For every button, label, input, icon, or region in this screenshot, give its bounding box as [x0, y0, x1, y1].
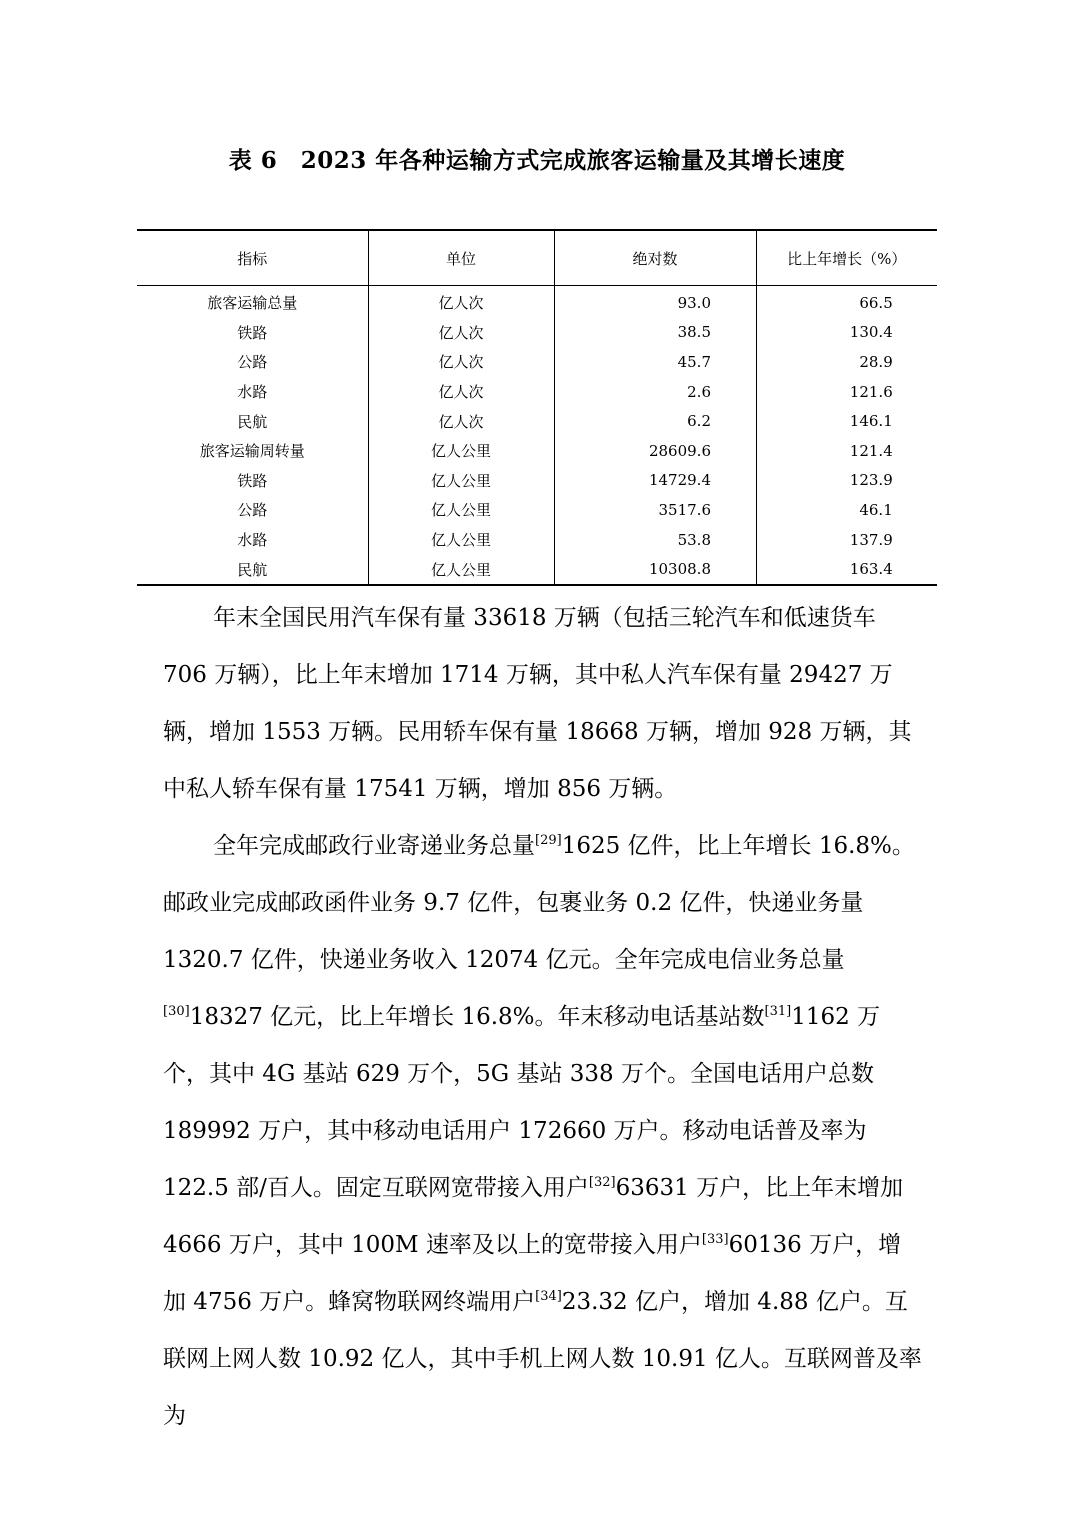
header-unit: 单位 — [368, 230, 554, 286]
cell-growth: 121.4 — [756, 436, 937, 466]
cell-indicator: 水路 — [237, 531, 268, 550]
cell-indicator: 公路 — [237, 501, 268, 520]
cell-growth: 121.6 — [756, 377, 937, 407]
cell-growth: 130.4 — [756, 318, 937, 348]
footnote-ref[interactable]: [33] — [701, 1232, 729, 1247]
cell-indicator: 公路 — [237, 353, 268, 372]
paragraph-postal-telecom: 全年完成邮政行业寄递业务总量[29]1625 亿件，比上年增长 16.8%。邮政业完成邮政函件业务 9.7 亿件，包裹业务 0.2 亿件，快递业务量 1320.7 亿件，快递业务收入 12074 亿元。全年完成电信业务总量[30]18327 亿元，比上年增长 16.8%。年末移动电话基站数[31]1162 万个，其中 4G 基站 629 万个，5G 基站 338 万个。全国电话用户总数 189992 万户，其中移动电话用户 172660 万户。移动电话普及率为 122.5 部/百人。固定互联网宽带接入用户[32]63631 万户，比上年末增加 4666 万户，其中 100M 速率及以上的宽带接入用户[33]60136 万户，增加 4756 万户。蜂窝物联网终端用户[34]23.32 亿户，增加 4.88 亿户。互联网上网人数 10.92 亿人，其中手机上网人数 10.91 亿人。互联网普及率为 — [163, 833, 922, 1429]
cell-unit: 亿人次 — [368, 347, 554, 377]
cell-growth: 163.4 — [756, 554, 937, 585]
cell-unit: 亿人次 — [368, 406, 554, 436]
cell-value: 28609.6 — [554, 436, 756, 466]
cell-value: 53.8 — [554, 525, 756, 555]
cell-unit: 亿人公里 — [368, 495, 554, 525]
table-row — [137, 436, 937, 466]
cell-unit: 亿人公里 — [368, 436, 554, 466]
table-title: 表 6 2023 年各种运输方式完成旅客运输量及其增长速度 — [228, 147, 846, 174]
cell-growth: 137.9 — [756, 525, 937, 555]
cell-growth: 28.9 — [756, 347, 937, 377]
cell-value: 3517.6 — [554, 495, 756, 525]
cell-unit: 亿人次 — [368, 377, 554, 407]
cell-indicator: 民航 — [237, 560, 268, 579]
cell-indicator: 旅客运输总量 — [207, 294, 298, 313]
footnote-ref[interactable]: [29] — [535, 833, 562, 848]
table-row — [137, 495, 937, 525]
footnote-ref[interactable]: [32] — [588, 1175, 616, 1190]
cell-value: 10308.8 — [554, 554, 756, 585]
cell-value: 93.0 — [554, 286, 756, 318]
cell-value: 38.5 — [554, 318, 756, 348]
cell-growth: 123.9 — [756, 466, 937, 496]
cell-unit: 亿人公里 — [368, 525, 554, 555]
table-row — [137, 525, 937, 555]
cell-unit: 亿人次 — [368, 286, 554, 318]
cell-value: 6.2 — [554, 406, 756, 436]
table-row — [137, 466, 937, 496]
passenger-transport-table — [137, 229, 937, 586]
cell-indicator: 铁路 — [237, 323, 268, 342]
header-growth: 比上年增长（%） — [756, 230, 937, 286]
cell-growth: 66.5 — [756, 286, 937, 318]
cell-unit: 亿人次 — [368, 318, 554, 348]
cell-indicator: 旅客运输周转量 — [199, 442, 305, 461]
table-row — [137, 286, 937, 318]
cell-growth: 146.1 — [756, 406, 937, 436]
table-row — [137, 347, 937, 377]
footnote-ref[interactable]: [34] — [535, 1289, 562, 1304]
table-header-row — [137, 230, 937, 286]
cell-unit: 亿人公里 — [368, 466, 554, 496]
body-text — [163, 590, 923, 1445]
cell-value: 45.7 — [554, 347, 756, 377]
footnote-ref[interactable]: [30] — [163, 1004, 190, 1019]
header-indicator: 指标 — [137, 230, 368, 286]
header-absolute: 绝对数 — [554, 230, 756, 286]
table-row — [137, 318, 937, 348]
cell-value: 2.6 — [554, 377, 756, 407]
table-row — [137, 554, 937, 585]
table-row — [137, 406, 937, 436]
cell-indicator: 水路 — [237, 383, 268, 402]
table-row — [137, 377, 937, 407]
paragraph-vehicles: 年末全国民用汽车保有量 33618 万辆（包括三轮汽车和低速货车 706 万辆），比上年末增加 1714 万辆，其中私人汽车保有量 29427 万辆，增加 1553 万辆。民用轿车保有量 18668 万辆，增加 928 万辆，其中私人轿车保有量 17541 万辆，增加 856 万辆。 — [163, 605, 912, 802]
footnote-ref[interactable]: [31] — [764, 1004, 792, 1019]
cell-growth: 46.1 — [756, 495, 937, 525]
cell-unit: 亿人公里 — [368, 554, 554, 585]
cell-indicator: 民航 — [237, 412, 268, 431]
cell-value: 14729.4 — [554, 466, 756, 496]
cell-indicator: 铁路 — [237, 471, 268, 490]
